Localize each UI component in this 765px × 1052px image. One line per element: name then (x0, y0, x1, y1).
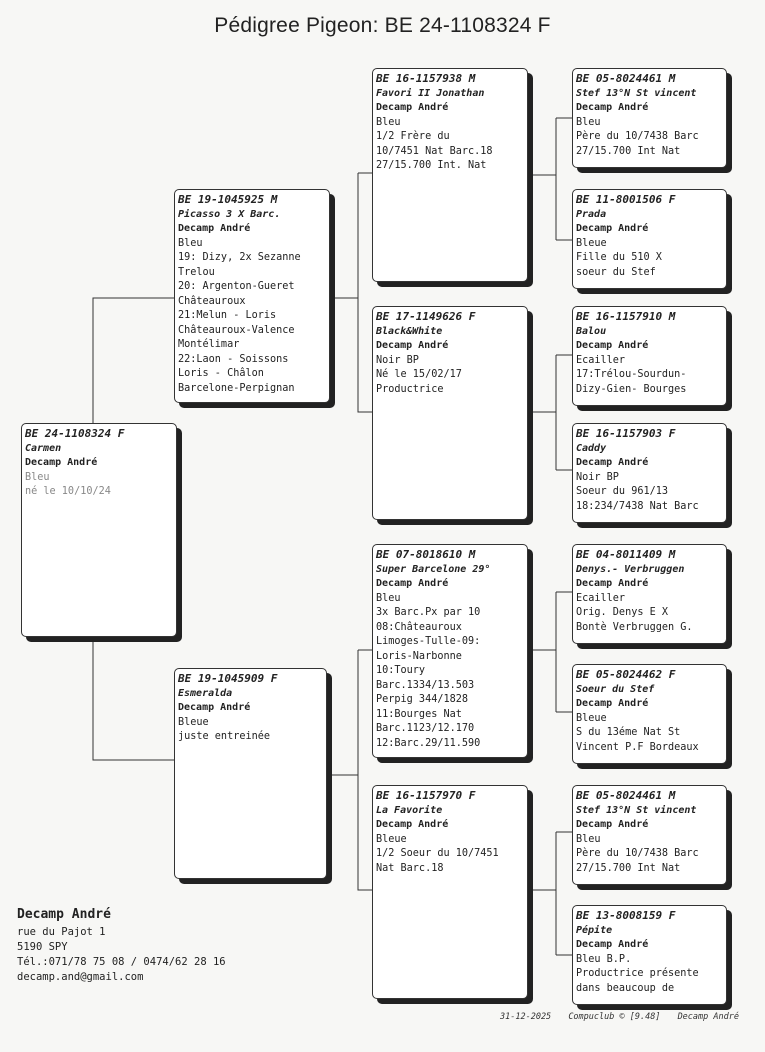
pedigree-card-dam[interactable] (174, 668, 327, 879)
ring-number: BE 16-1157970 F (376, 789, 476, 802)
pedigree-card-ggp-7[interactable] (572, 785, 727, 885)
detail-line: S du 13éme Nat St (576, 727, 681, 738)
pedigree-card-ggp-2[interactable] (572, 189, 727, 289)
detail-line: Orig. Denys E X (576, 607, 669, 618)
detail-line: Barc.1334/13.503 (376, 679, 475, 691)
detail-line: Châteauroux (178, 295, 246, 307)
detail-line: Bleu (376, 592, 401, 604)
pigeon-name: Balou (576, 325, 607, 337)
detail-line: Noir BP (376, 354, 419, 366)
detail-line: Bleue (576, 712, 607, 724)
detail-line: Bleu (178, 237, 203, 249)
detail-line: Productrice présente (576, 968, 699, 979)
ring-number: BE 05-8024461 M (576, 72, 676, 85)
ring-number: BE 17-1149626 F (376, 310, 476, 323)
connector-root-sire (93, 298, 176, 423)
ring-number: BE 04-8011409 M (576, 548, 676, 561)
owner-name: Decamp André (576, 102, 649, 113)
connector-gp4 (528, 832, 572, 955)
detail-line: 3x Barc.Px par 10 (376, 607, 481, 618)
ring-number: BE 16-1157910 M (576, 310, 676, 323)
pedigree-card-sire-dam[interactable] (372, 306, 528, 520)
pigeon-name: Stef 13°N St vincent (576, 804, 697, 816)
pigeon-name: Pépite (576, 924, 613, 936)
ring-number: BE 13-8008159 F (576, 909, 676, 922)
breeder-email[interactable]: decamp.and@gmail.com (17, 971, 144, 983)
pigeon-name: Carmen (25, 442, 62, 454)
pigeon-name: Black&White (376, 325, 443, 337)
breeder-phone: Tél.:071/78 75 08 / 0474/62 28 16 (17, 956, 226, 968)
detail-line: Limoges-Tulle-09: (376, 636, 481, 647)
connector-gp2 (528, 355, 572, 470)
detail-line: Fille du 510 X (576, 252, 662, 263)
connector-gp1 (528, 118, 572, 240)
pigeon-name: La Favorite (376, 804, 443, 816)
pedigree-card-ggp-6[interactable] (572, 664, 727, 764)
detail-line: Bleu (576, 833, 601, 845)
detail-line: 21:Melun - Loris (178, 310, 277, 321)
pigeon-name: Stef 13°N St vincent (576, 87, 697, 99)
detail-line: Nat Barc.18 (376, 862, 444, 874)
pedigree-card-subject[interactable] (21, 423, 177, 637)
breeder-name: Decamp André (17, 907, 111, 922)
breeder-info (17, 905, 226, 985)
detail-line: Bleue (576, 237, 607, 249)
breeder-address: rue du Pajot 1 (17, 926, 106, 938)
pigeon-name: Super Barcelone 29° (376, 563, 491, 575)
detail-line: 17:Trélou-Sourdun- (576, 369, 687, 380)
footer-software: Compuclub © [9.48] (568, 1012, 661, 1022)
detail-line: Loris - Châlon (178, 368, 264, 379)
owner-name: Decamp André (178, 702, 251, 713)
pedigree-card-ggp-5[interactable] (572, 544, 727, 644)
detail-line: 10/7451 Nat Barc.18 (376, 145, 493, 157)
owner-name: Decamp André (576, 939, 649, 950)
connector-root-dam (93, 638, 176, 760)
owner-name: Decamp André (25, 457, 98, 468)
owner-name: Decamp André (576, 698, 649, 709)
detail-line: dans beaucoup de (576, 982, 675, 994)
owner-name: Decamp André (376, 819, 449, 830)
owner-name: Decamp André (576, 819, 649, 830)
detail-line: 22:Laon - Soissons (178, 353, 289, 365)
detail-line: 1/2 Soeur du 10/7451 (376, 848, 499, 859)
pigeon-name: Soeur du Stef (576, 683, 655, 695)
pigeon-name: Favori II Jonathan (376, 87, 485, 99)
detail-line: 20: Argenton-Gueret (178, 281, 295, 292)
detail-line: 27/15.700 Int. Nat (376, 160, 487, 171)
owner-name: Decamp André (576, 457, 649, 468)
owner-name: Decamp André (576, 340, 649, 351)
connector-sire-path (358, 173, 372, 412)
pigeon-name: Denys.- Verbruggen (576, 563, 685, 575)
pedigree-card-sire-sire[interactable] (372, 68, 528, 282)
pedigree-card-sire[interactable] (174, 189, 330, 403)
detail-line: Châteauroux-Valence (178, 324, 295, 336)
owner-name: Decamp André (376, 102, 449, 113)
detail-line: Bleu B.P. (576, 953, 632, 965)
ring-number: BE 05-8024462 F (576, 668, 676, 681)
detail-line: Bleu (25, 471, 50, 483)
owner-name: Decamp André (178, 223, 251, 234)
ring-number: BE 11-8001506 F (576, 193, 676, 206)
detail-line: Barcelone-Perpignan (178, 382, 295, 394)
detail-line: 11:Bourges Nat (376, 708, 462, 720)
detail-line: né le 10/10/24 (25, 486, 111, 497)
footer-date: 31-12-2025 (500, 1012, 552, 1022)
pigeon-name: Caddy (576, 442, 607, 454)
ring-number: BE 24-1108324 F (25, 427, 125, 440)
pedigree-card-dam-sire[interactable] (372, 544, 528, 758)
detail-line: Bleu (376, 116, 401, 128)
detail-line: Ecailler (576, 354, 626, 366)
owner-name: Decamp André (376, 340, 449, 351)
owner-name: Decamp André (576, 223, 649, 234)
detail-line: juste entreinée (178, 731, 271, 742)
detail-line: Vincent P.F Bordeaux (576, 741, 699, 753)
pigeon-name: Picasso 3 X Barc. (178, 208, 281, 220)
detail-line: Soeur du 961/13 (576, 486, 669, 497)
detail-line: Bontè Verbruggen G. (576, 621, 693, 633)
page-title: Pédigree Pigeon: BE 24-1108324 F (214, 14, 551, 37)
detail-line: 08:Châteauroux (376, 621, 462, 633)
detail-line: 10:Toury (376, 665, 426, 676)
detail-line: Père du 10/7438 Barc (576, 848, 699, 859)
detail-line: Dizy-Gien- Bourges (576, 383, 687, 395)
connector-dam-path (358, 650, 372, 890)
detail-line: Trelou (178, 266, 215, 278)
page-footer (500, 1012, 751, 1022)
pedigree-card-ggp-3[interactable] (572, 306, 727, 406)
pigeon-name: Esmeralda (178, 687, 233, 699)
pedigree-card-dam-dam[interactable] (372, 785, 528, 999)
detail-line: Bleue (376, 833, 407, 845)
ring-number: BE 16-1157938 M (376, 72, 476, 85)
breeder-city: 5190 SPY (17, 941, 68, 953)
footer-owner: Decamp André (677, 1012, 739, 1022)
detail-line: Père du 10/7438 Barc (576, 131, 699, 142)
connector-gp3 (528, 592, 572, 712)
owner-name: Decamp André (376, 578, 449, 589)
detail-line: 27/15.700 Int Nat (576, 862, 681, 874)
detail-line: 27/15.700 Int Nat (576, 145, 681, 157)
owner-name: Decamp André (576, 578, 649, 589)
detail-line: Bleu (576, 116, 601, 128)
detail-line: 18:234/7438 Nat Barc (576, 500, 699, 512)
pedigree-card-ggp-4[interactable] (572, 423, 727, 523)
detail-line: Bleue (178, 716, 209, 728)
ring-number: BE 19-1045925 M (178, 193, 278, 206)
detail-line: Montélimar (178, 339, 240, 350)
pedigree-card-ggp-1[interactable] (572, 68, 727, 168)
pedigree-card-ggp-8[interactable] (572, 905, 727, 1005)
detail-line: soeur du Stef (576, 266, 656, 278)
pigeon-name: Prada (576, 208, 607, 220)
ring-number: BE 07-8018610 M (376, 548, 476, 561)
detail-line: Ecailler (576, 592, 626, 604)
ring-number: BE 16-1157903 F (576, 427, 676, 440)
ring-number: BE 05-8024461 M (576, 789, 676, 802)
detail-line: Né le 15/02/17 (376, 369, 462, 380)
detail-line: Loris-Narbonne (376, 650, 462, 662)
detail-line: Perpig 344/1828 (376, 694, 469, 705)
detail-line: Productrice (376, 383, 444, 395)
detail-line: 1/2 Frère du (376, 131, 450, 142)
detail-line: 19: Dizy, 2x Sezanne (178, 252, 301, 263)
detail-line: Barc.1123/12.170 (376, 723, 475, 734)
detail-line: 12:Barc.29/11.590 (376, 737, 481, 749)
ring-number: BE 19-1045909 F (178, 672, 278, 685)
detail-line: Noir BP (576, 471, 619, 483)
